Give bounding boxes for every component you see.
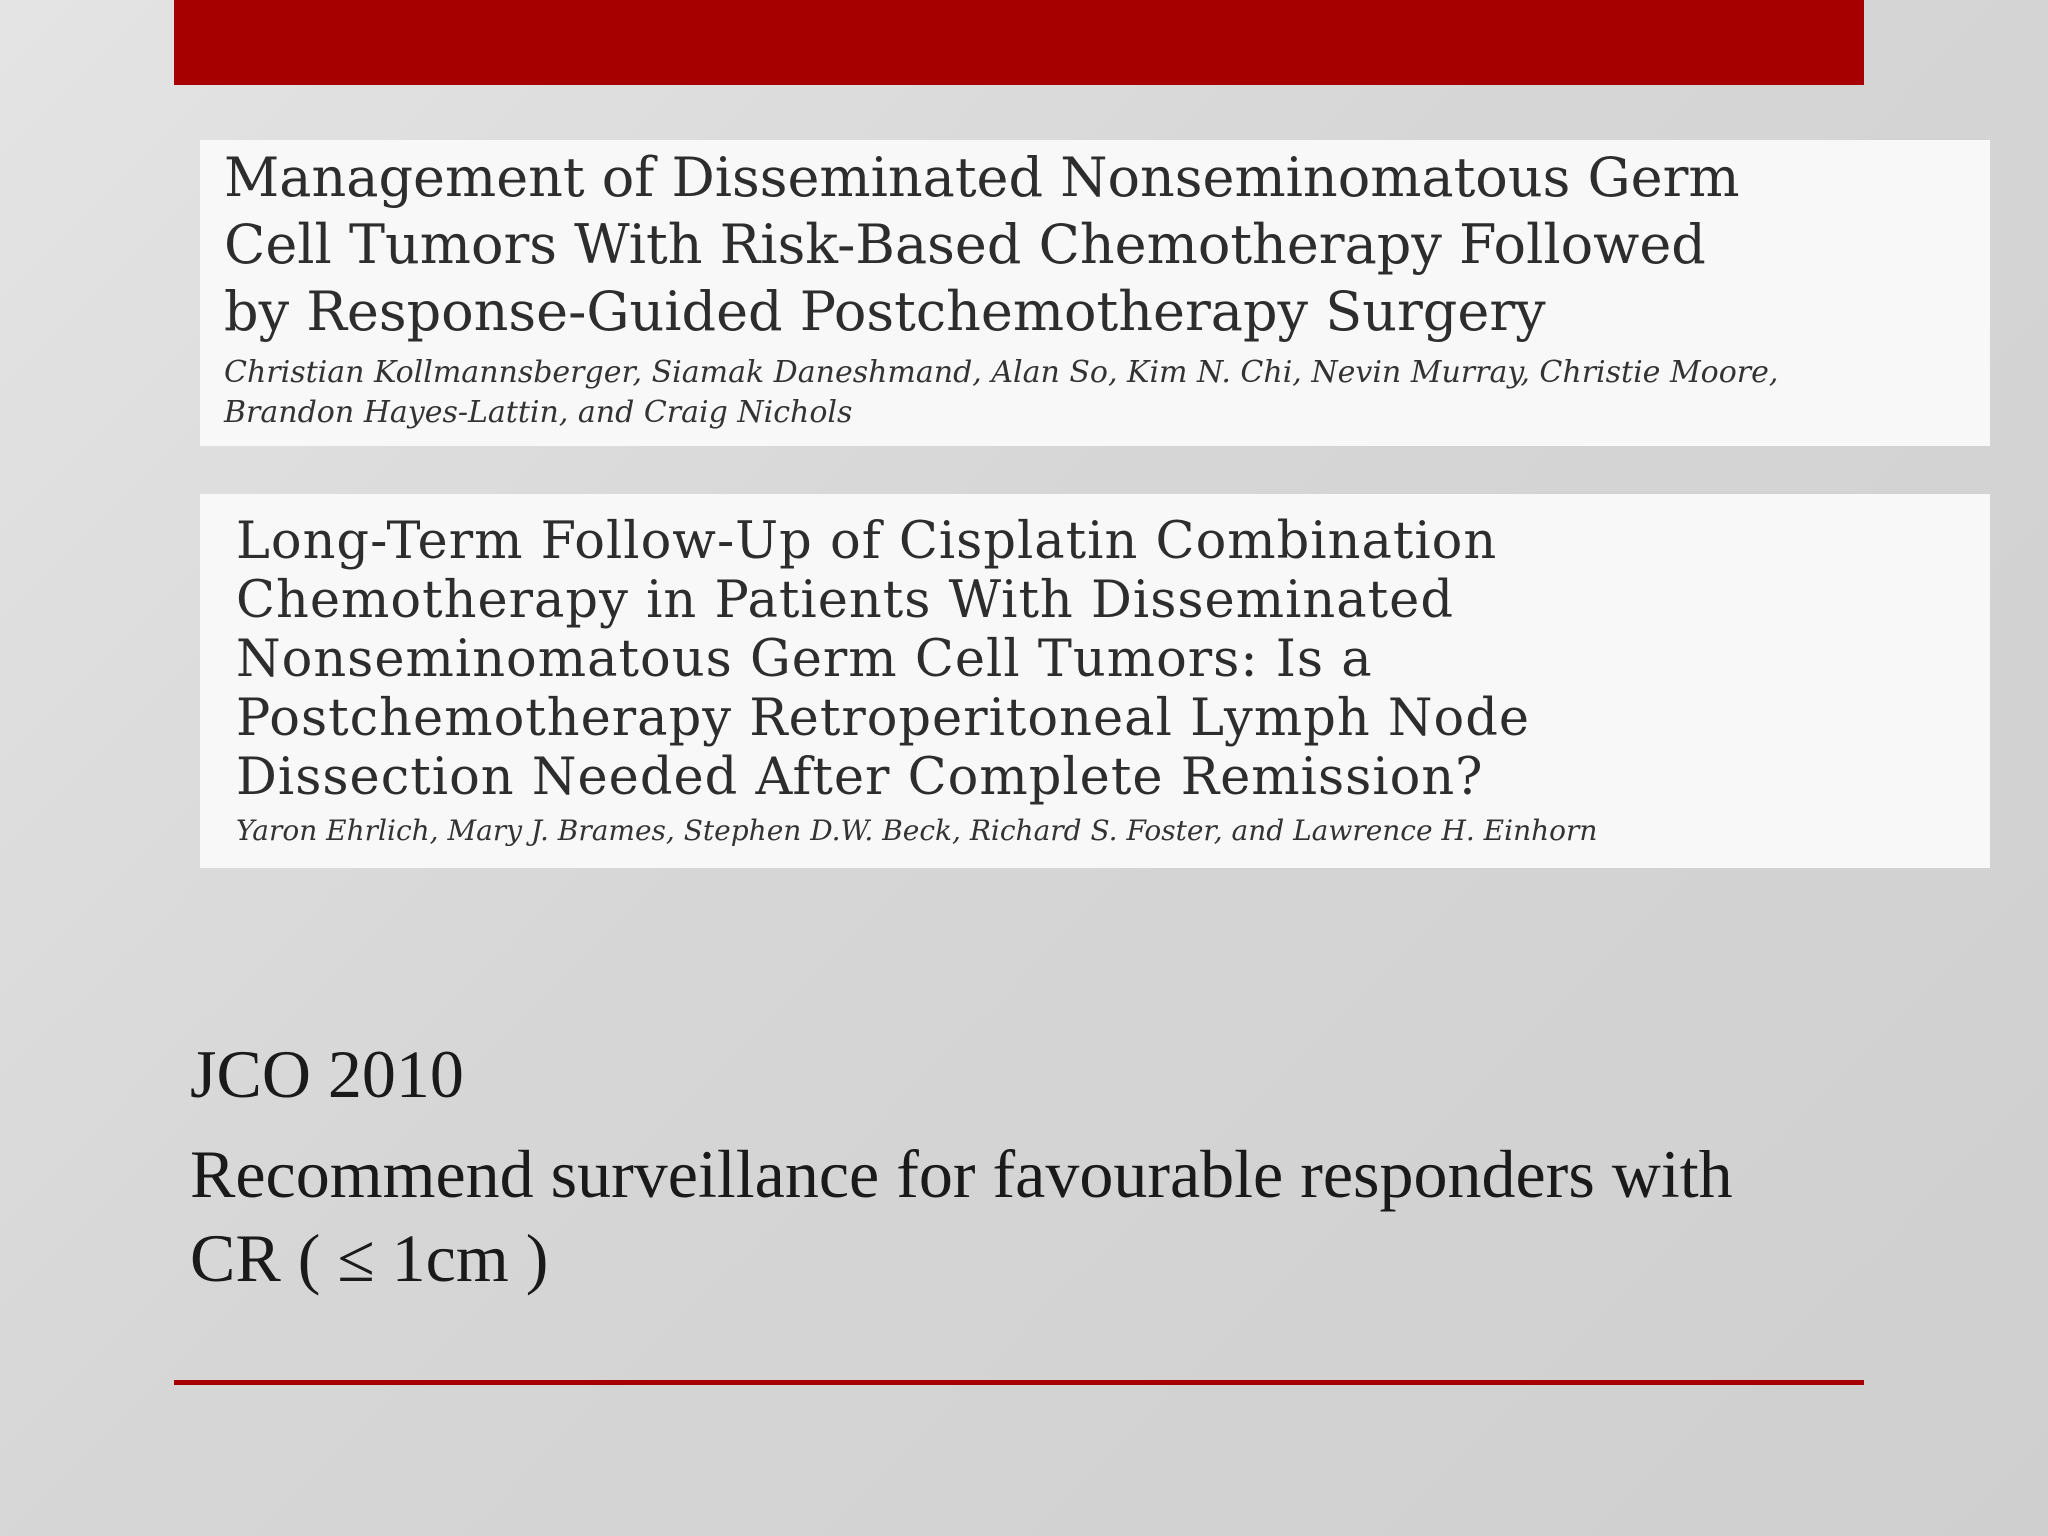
- paper-citation-1: [200, 140, 1990, 446]
- paper-title: Management of Disseminated Nonseminomatous Germ Cell Tumors With Risk-Based Chemotherapy Followed by Response-Guided Postchemotherapy Surgery: [224, 146, 1740, 343]
- paper-title: Long-Term Follow-Up of Cisplatin Combination Chemotherapy in Patients With Disseminated Nonseminomatous Germ Cell Tumors: Is a Postchemotherapy Retroperitoneal Lymph Node Dissection Needed After Complete Remission?: [236, 512, 1531, 807]
- paper-citation-2: [200, 494, 1990, 868]
- paper-authors: Yaron Ehrlich, Mary J. Brames, Stephen D.W. Beck, Richard S. Foster, and Lawrence H. Einhorn: [236, 814, 1598, 847]
- header-accent-bar: [174, 0, 1864, 85]
- slide-notes: [190, 1032, 1850, 1300]
- paper-authors: Christian Kollmannsberger, Siamak Daneshmand, Alan So, Kim N. Chi, Nevin Murray, Christie Moore, Brandon Hayes-Lattin, and Craig Nichols: [224, 355, 1779, 430]
- journal-year: JCO 2010: [190, 1036, 464, 1112]
- footer-divider: [174, 1380, 1864, 1385]
- recommendation-text: Recommend surveillance for favourable responders with CR ( ≤ 1cm ): [190, 1136, 1733, 1296]
